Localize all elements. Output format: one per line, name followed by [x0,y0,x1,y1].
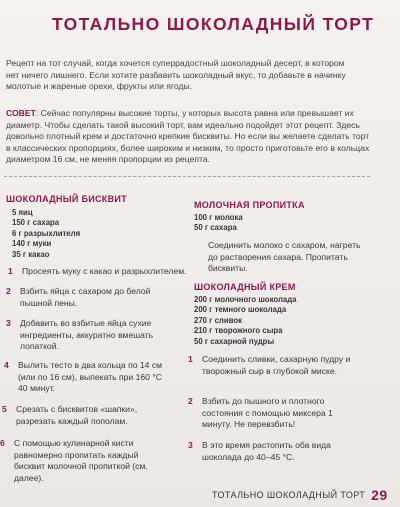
step-text: Добавить во взбитые яйца сухие ингредиенты, аккуратно вмешать лопаткой. [20,318,154,352]
sponge-step-5 [2,404,164,427]
ingredient-item: 35 г какао [12,249,50,259]
ingredient-item: 200 г темного шоколада [194,305,287,315]
cream-step-2 [188,396,364,431]
running-title: ТОТАЛЬНО ШОКОЛАДНЫЙ ТОРТ [212,490,366,500]
cream-ingredients [194,295,297,347]
ingredient-item: 200 г молочного шоколада [194,295,297,304]
sponge-step-1 [8,266,188,278]
step-number: 3 [6,318,11,328]
step-number: 3 [188,440,193,450]
ingredient-item: 270 г сливок [194,315,243,325]
page-footer [212,487,388,503]
intro-paragraph: Рецепт на тот случай, когда хочется суперрадостный шоколадный десерт, в котором нет ничего лишнего. Если хотите разбавить шоколадный вкус, то добавьте в начинку молотые и жареные орехи, фрукты или ягоды. [6,58,346,92]
step-text: Соединить сливки, сахарную пудру и творожный сыр в глубокой миске. [202,354,351,376]
advice-paragraph [6,108,372,166]
advice-text: : Сейчас популярны высокие торты, у которых высота равна или превышает их диаметр. Чтобы сделать такой высокий торт, вам идеально подойдет этот рецепт. Здесь довольно плотный крем и достаточно крепкие бисквиты. Но если вы желаете сделать торт в классических пропорциях, более широким и низким, то просто приготовьте его в кольцах диаметром 16 см, не меняя пропорции из рецепта. [6,108,370,165]
section-divider [4,176,370,177]
step-number: 5 [2,404,7,414]
ingredient-item: 140 г муки [12,239,52,249]
ingredient-item: 5 яиц [12,208,33,217]
step-number: 2 [188,396,193,406]
page-number: 29 [371,487,388,503]
soak-title: МОЛОЧНАЯ ПРОПИТКА [194,200,305,210]
step-text: В это время растопить оба вида шоколада до 40–45 °С. [202,440,331,462]
ingredient-item: 50 г сахарной пудры [194,336,275,346]
step-number: 1 [8,266,13,276]
sponge-step-2 [6,286,156,309]
step-number: 1 [188,354,193,364]
step-text: Срезать с бисквитов «шапки», разрезать каждый пополам. [16,404,138,426]
ingredient-item: 100 г молока [194,213,243,222]
step-text: Взбить до пышного и плотного состояния с помощью миксера 1 минуту. Не перевзбить! [202,396,333,430]
sponge-step-4 [4,360,166,395]
soak-ingredients [194,213,243,234]
sponge-ingredients [12,208,80,260]
step-number: 4 [4,360,9,370]
step-text: Взбить яйца с сахаром до белой пышной пены. [20,286,151,308]
sponge-step-6 [0,438,166,484]
step-number: 6 [0,438,5,448]
step-text: С помощью кулинарной кисти равномерно пропитать каждый бисквит молочной пропиткой (см. далее). [14,438,148,483]
cream-step-1 [188,354,354,377]
page-title: ТОТАЛЬНО ШОКОЛАДНЫЙ ТОРТ [52,14,375,34]
soak-note: Соединить молоко с сахаром, нагреть до растворения сахара. Пропитать бисквиты. [208,240,361,274]
step-text: Просеять муку с какао и разрыхлителем. [22,266,187,276]
step-number: 2 [6,286,11,296]
sponge-title: ШОКОЛАДНЫЙ БИСКВИТ [6,194,127,204]
ingredient-item: 6 г разрыхлителя [12,228,81,238]
ingredient-item: 150 г сахара [12,218,60,228]
ingredient-item: 50 г сахара [194,223,237,233]
step-text: Вылить тесто в два кольца по 14 см (или по 16 см), выпекать при 160 °С 40 минут. [18,360,163,394]
cream-step-3 [188,440,356,463]
cream-title: ШОКОЛАДНЫЙ КРЕМ [194,282,296,292]
advice-tag: СОВЕТ [6,108,36,118]
sponge-step-3 [6,318,156,353]
ingredient-item: 210 г творожного сыра [194,326,283,336]
